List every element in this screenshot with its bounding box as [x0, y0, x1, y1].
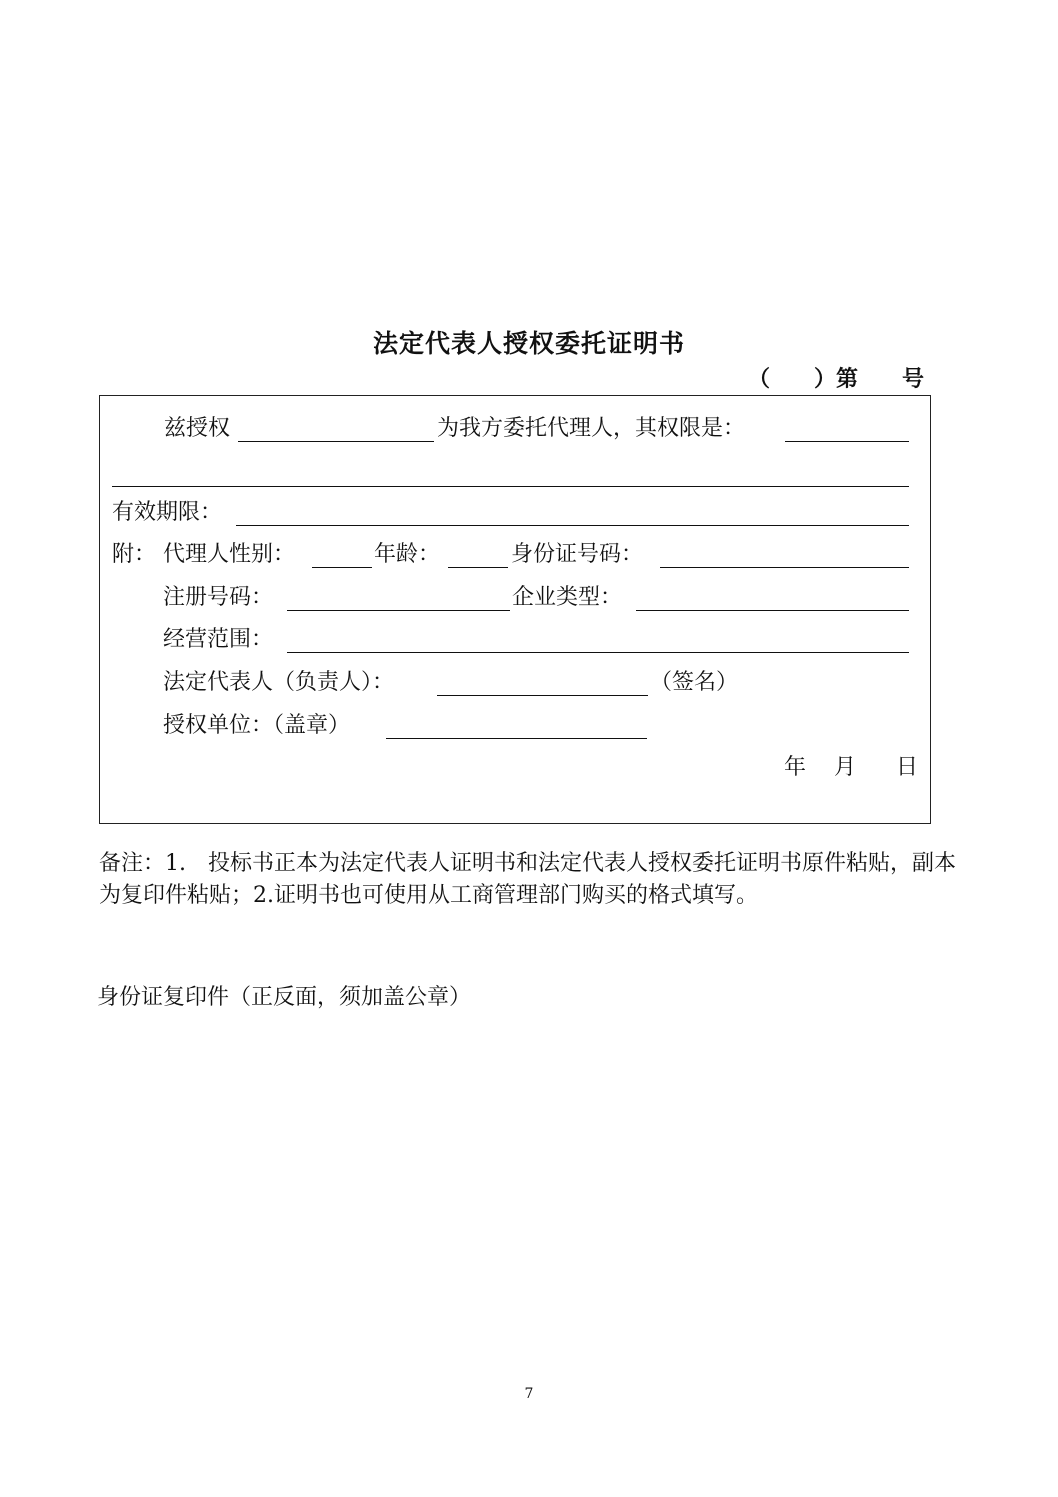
page-number: 7 — [524, 1386, 534, 1402]
attachment-label: 附： — [112, 542, 157, 567]
agent-role-text: 为我方委托代理人，其权限是： — [437, 416, 746, 441]
validity-label: 有效期限： — [112, 500, 223, 525]
company-type-label: 企业类型： — [512, 585, 623, 610]
date-day-label: 日 — [896, 755, 919, 780]
reg-number-label: 注册号码： — [163, 585, 274, 610]
authority-scope-field[interactable] — [785, 441, 909, 442]
legal-rep-label: 法定代表人（负责人）： — [163, 670, 395, 695]
auth-unit-label: 授权单位：（盖章） — [163, 713, 351, 738]
authority-scope-continuation-field[interactable] — [112, 486, 909, 487]
age-field[interactable] — [448, 567, 508, 568]
age-label: 年龄： — [374, 542, 441, 567]
auth-unit-seal-field[interactable] — [386, 738, 647, 739]
signature-label: （签名） — [650, 670, 739, 695]
id-number-field[interactable] — [660, 567, 909, 568]
legal-rep-signature-field[interactable] — [437, 695, 648, 696]
remark-note: 备注：1. 投标书正本为法定代表人证明书和法定代表人授权委托证明书原件粘贴，副本为复印件粘贴；2.证明书也可使用从工商管理部门购买的格式填写。 — [99, 851, 956, 908]
date-month-label: 月 — [834, 755, 857, 780]
document-title: 法定代表人授权委托证明书 — [372, 329, 685, 358]
business-scope-label: 经营范围： — [163, 627, 274, 652]
id-copy-note: 身份证复印件（正反面，须加盖公章） — [97, 985, 472, 1010]
agent-gender-label: 代理人性别： — [163, 542, 296, 567]
company-type-field[interactable] — [636, 610, 909, 611]
document-number: （ ）第 号 — [748, 366, 925, 392]
agent-gender-field[interactable] — [312, 567, 372, 568]
agent-name-field[interactable] — [238, 441, 434, 442]
reg-number-field[interactable] — [287, 610, 510, 611]
authorize-prefix-label: 兹授权 — [164, 416, 231, 441]
date-year-label: 年 — [784, 755, 807, 780]
authorization-form-box — [99, 395, 931, 824]
business-scope-field[interactable] — [287, 652, 909, 653]
id-number-label: 身份证号码： — [511, 542, 644, 567]
validity-field[interactable] — [236, 525, 909, 526]
